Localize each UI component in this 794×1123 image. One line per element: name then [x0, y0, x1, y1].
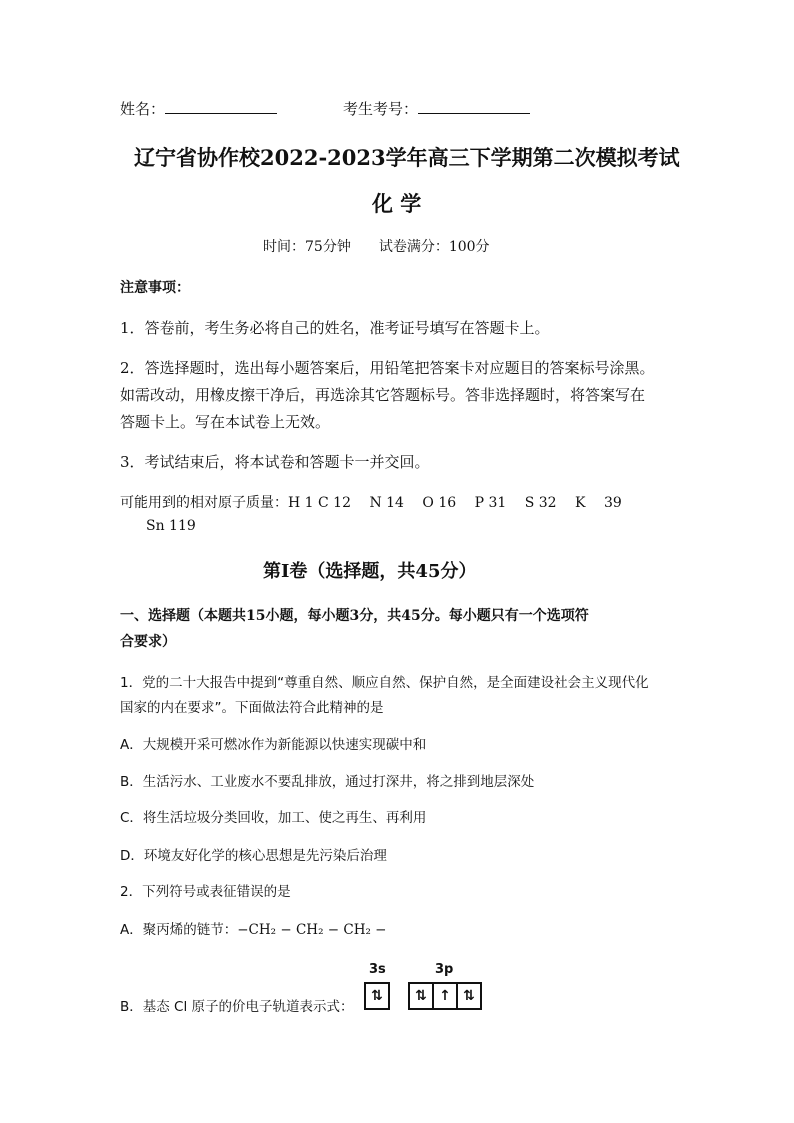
id-line: [343, 98, 530, 119]
note-2-line-3: 答题卡上。写在本试卷上无效。: [120, 413, 331, 431]
note-1: 1．答卷前，考生务必将自己的姓名，准考证号填写在答题卡上。: [120, 319, 550, 337]
polypropylene-formula: −CH₂ − CH₂ − CH₂ −: [237, 922, 387, 938]
q1-option-a: A．大规模开采可燃冰作为新能源以快速实现碳中和: [120, 737, 427, 753]
q2-option-a-text: A．聚丙烯的链节：: [120, 922, 238, 938]
name-blank[interactable]: [165, 99, 277, 114]
orbital-3p-label: 3p: [435, 962, 454, 977]
q1-stem-line-2: 国家的内在要求”。下面做法符合此精神的是: [120, 700, 384, 716]
q2-option-a: [120, 918, 387, 938]
note-3: 3．考试结束后，将本试卷和答题卡一并交回。: [120, 453, 430, 471]
exam-id-label: 考生考号：: [343, 100, 419, 118]
orbital-3s-label: 3s: [369, 962, 386, 977]
notes-heading: 注意事项：: [120, 280, 190, 296]
atomic-masses-line-1: 可能用到的相对原子质量：H 1 C 12 N 14 O 16 P 31 S 32 K 39: [120, 495, 622, 511]
exam-id-blank[interactable]: [418, 99, 530, 114]
q2-stem: 2．下列符号或表征错误的是: [120, 884, 291, 900]
orbital-3s-box: ⇅: [371, 988, 383, 1004]
note-2-line-2: 如需改动，用橡皮擦干净后，再选涂其它答题标号。答非选择题时，将答案写在: [120, 386, 646, 404]
q1-stem-line-1: 1．党的二十大报告中提到“尊重自然、顺应自然、保护自然，是全面建设社会主义现代化: [120, 675, 649, 691]
atomic-masses-line-2: Sn 119: [146, 518, 196, 534]
page-title: 辽宁省协作校2022-2023学年高三下学期第二次模拟考试: [134, 145, 680, 170]
q1-option-c: C．将生活垃圾分类回收，加工、使之再生、再利用: [120, 810, 427, 826]
name-label: 姓名：: [120, 100, 166, 118]
orbital-3p-diagram: [408, 982, 482, 1010]
section-1-desc-line-2: 合要求）: [120, 634, 176, 650]
q2-option-b: B．基态 Cl 原子的价电子轨道表示式：: [120, 999, 354, 1015]
subject-title: 化 学: [372, 191, 422, 216]
section-1-desc-line-1: 一、选择题（本题共15小题，每小题3分，共45分。每小题只有一个选项符: [120, 608, 589, 624]
orbital-3p-box: ⇅: [415, 988, 427, 1004]
q1-option-b: B．生活污水、工业废水不要乱排放，通过打深井，将之排到地层深处: [120, 774, 535, 790]
section-1-title: 第Ⅰ卷（选择题，共45分）: [263, 561, 477, 582]
orbital-3s-diagram: [364, 982, 390, 1010]
name-line: [120, 98, 277, 119]
orbital-3p-box: ⇅: [456, 984, 480, 1008]
orbital-3p-box: ↑: [432, 984, 456, 1008]
exam-info: 时间：75分钟 试卷满分：100分: [263, 239, 490, 255]
q1-option-d: D．环境友好化学的核心思想是先污染后治理: [120, 848, 387, 864]
note-2-line-1: 2．答选择题时，选出每小题答案后，用铅笔把答案卡对应题目的答案标号涂黑。: [120, 359, 655, 377]
